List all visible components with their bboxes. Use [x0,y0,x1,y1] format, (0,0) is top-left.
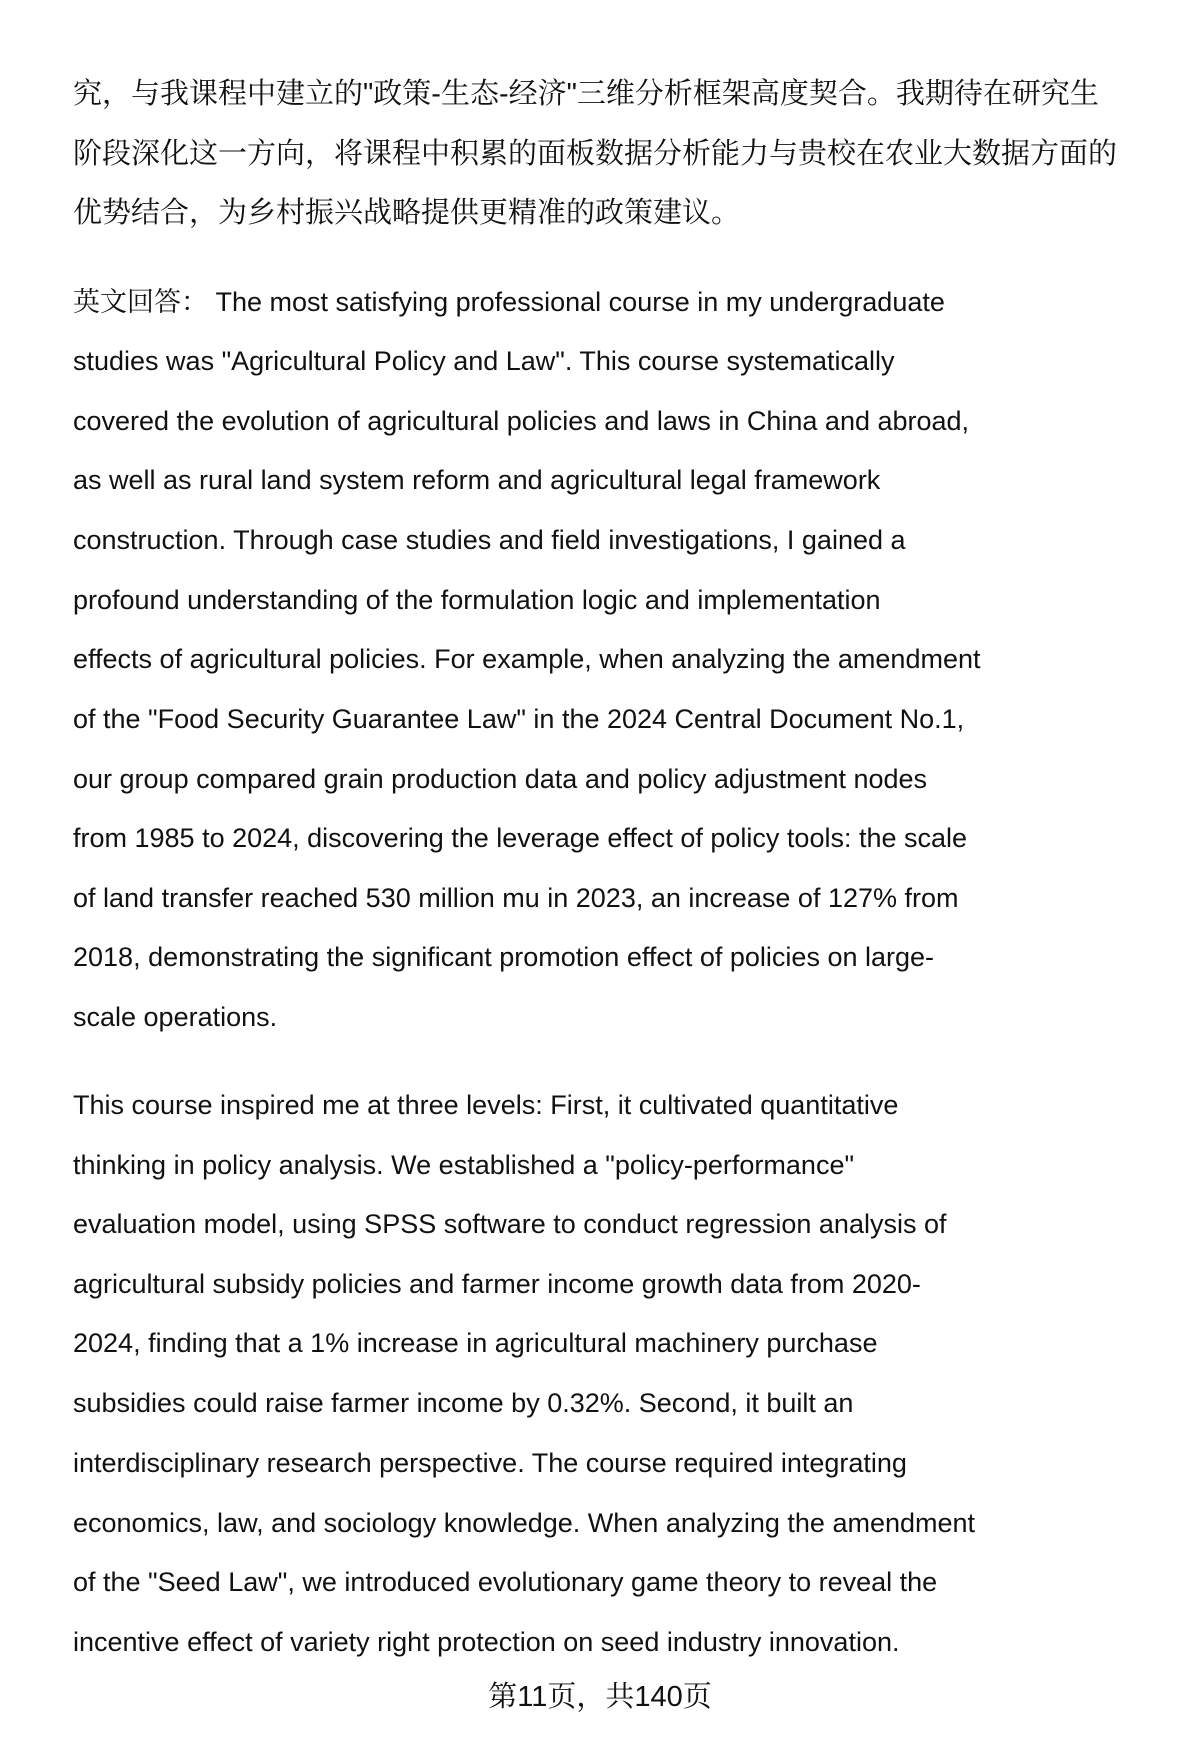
text-line: covered the evolution of agricultural policies and laws in China and abroad, [73,406,970,436]
text-line: studies was "Agricultural Policy and Law". This course systematically [73,346,895,376]
text-line: economics, law, and sociology knowledge. When analyzing the amendment [73,1508,976,1538]
text-line: evaluation model, using SPSS software to conduct regression analysis of [73,1209,947,1239]
text-line: agricultural subsidy policies and farmer income growth data from 2020- [73,1269,921,1299]
text-line: as well as rural land system reform and agricultural legal framework [73,465,881,495]
text-line: 2018, demonstrating the significant promotion effect of policies on large- [73,942,935,972]
text-line: 究，与我课程中建立的"政策-生态-经济"三维分析框架高度契合。我期待在研究生 [73,78,1099,110]
text-line: effects of agricultural policies. For example, when analyzing the amendment [73,644,981,674]
text-line: subsidies could raise farmer income by 0.32%. Second, it built an [73,1388,854,1418]
text-line: scale operations. [73,1002,278,1032]
text-line: construction. Through case studies and field investigations, I gained a [73,525,906,555]
page-number-footer: 第11页，共140页 [488,1681,712,1713]
text-line: interdisciplinary research perspective. The course required integrating [73,1448,907,1478]
text-line: thinking in policy analysis. We established a "policy-performance" [73,1150,855,1180]
text-line: This course inspired me at three levels: First, it cultivated quantitative [73,1090,899,1120]
text-line: of land transfer reached 530 million mu in 2023, an increase of 127% from [73,883,959,913]
text-line: our group compared grain production data and policy adjustment nodes [73,764,928,794]
text-line: profound understanding of the formulation logic and implementation [73,585,881,615]
text-line: incentive effect of variety right protection on seed industry innovation. [73,1627,900,1657]
text-line: of the "Food Security Guarantee Law" in the 2024 Central Document No.1, [73,704,965,734]
text-line: 优势结合，为乡村振兴战略提供更精准的政策建议。 [73,197,741,229]
text-line: 2024, finding that a 1% increase in agricultural machinery purchase [73,1328,878,1358]
text-line: 英文回答： The most satisfying professional course in my undergraduate [73,287,945,317]
text-line: 阶段深化这一方向，将课程中积累的面板数据分析能力与贵校在农业大数据方面的 [73,138,1118,170]
text-line: from 1985 to 2024, discovering the leverage effect of policy tools: the scale [73,823,968,853]
text-line: of the "Seed Law", we introduced evolutionary game theory to reveal the [73,1567,938,1597]
